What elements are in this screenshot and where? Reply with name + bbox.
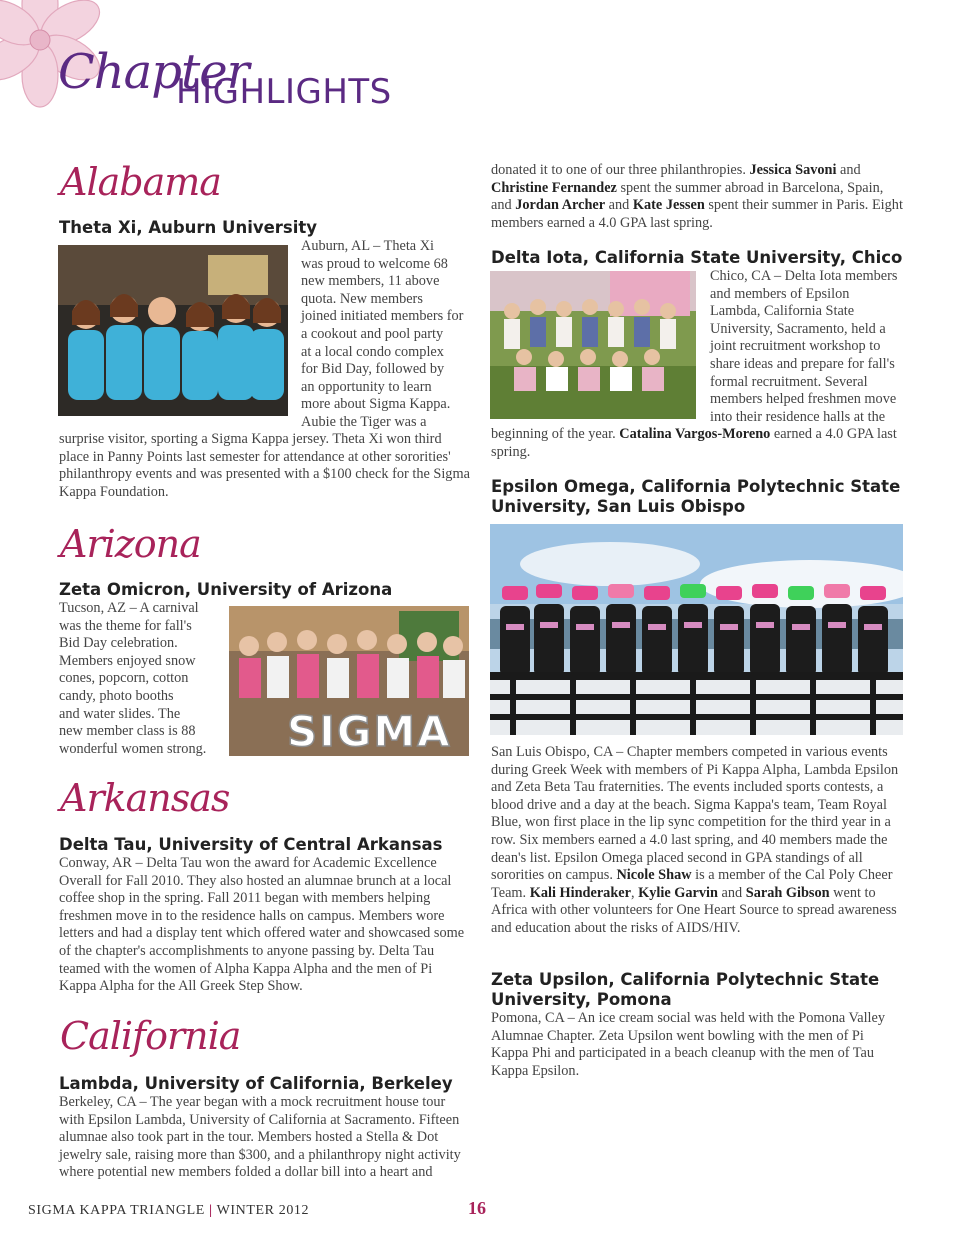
lambda-paragraph: Berkeley, CA – The year began with a mock recruitment house tour with Epsilon Lambda, University of California at Sacramento. Fifteen alumnae also took part in the tour. Members hosted a Stella & Dot jewelry sale, raising more than $300, and a philanthropy night activity where potential new members folded a dollar bill into a heart and (59, 1094, 461, 1181)
chapter-heading-zeta-upsilon: Zeta Upsilon, California Polytechnic State University, Pomona (491, 970, 880, 1009)
text-line: joint recruitment workshop to (710, 338, 881, 355)
page-number: 16 (468, 1198, 486, 1218)
text-line: and members of Epsilon (710, 285, 850, 302)
text-line: more about Sigma Kappa. (301, 396, 451, 413)
member-name: Jordan Archer (515, 197, 606, 214)
epsilon-omega-paragraph (491, 744, 906, 938)
text-line: Bid Day celebration. (59, 635, 178, 652)
state-heading-california: California (60, 1014, 241, 1058)
text-span: went to Africa with other volunteers for One Heart Source to spread awareness and education about the risks of AIDS/HIV. (491, 884, 897, 936)
text-line: an opportunity to learn (301, 378, 432, 395)
text-span: and (836, 162, 861, 178)
text-line: joined initiated members for (301, 308, 464, 325)
zeta-upsilon-paragraph: Pomona, CA – An ice cream social was held with the Pomona Valley Alumnae Chapter. Zeta Upsilon went bowling with the men of Pi Kappa Phi and participated in a beach cleanup with the men of Tau Kappa Epsilon. (491, 1010, 886, 1079)
page-title-script: Chapter (58, 44, 249, 100)
footer-title: SIGMA KAPPA TRIANGLE (28, 1203, 205, 1218)
member-name: Christine Fernandez (491, 179, 617, 196)
text-line: for Bid Day, followed by (301, 361, 445, 378)
member-name: Catalina Vargos-Moreno (619, 426, 771, 442)
text-line: members helped freshmen move (710, 391, 897, 408)
sigma-sign-text: SIGMA (287, 707, 452, 756)
chapter-heading-delta-iota: Delta Iota, California State University, Chico (491, 248, 903, 267)
page-title-caps: HIGHLIGHTS (176, 72, 392, 112)
theta-xi-group-photo (58, 245, 288, 416)
text-span: spent the summer abroad in Barcelona, Spain, and (491, 179, 884, 214)
member-name: Sarah Gibson (745, 884, 830, 901)
text-line: into their residence halls at the (710, 408, 886, 425)
delta-iota-wrap-text (710, 268, 910, 426)
chapter-heading-zeta-omicron: Zeta Omicron, University of Arizona (59, 580, 393, 599)
text-line: candy, photo booths (59, 687, 174, 704)
text-span: spent their summer in Paris. Eight members earned a 4.0 GPA last spring. (491, 197, 903, 231)
text-span: , (630, 884, 639, 901)
chapter-heading-lambda: Lambda, University of California, Berkeley (59, 1074, 453, 1093)
text-span: is a member of the Cal Poly Cheer Team. (491, 867, 893, 901)
chapter-heading-theta-xi: Theta Xi, Auburn University (59, 218, 318, 237)
member-name: Nicole Shaw (616, 867, 692, 884)
lambda-continued-paragraph (491, 162, 906, 232)
text-span: donated it to one of our three philanthropies. (491, 162, 750, 178)
text-line: Auburn, AL – Theta Xi (301, 238, 435, 254)
zeta-omicron-text (59, 600, 224, 758)
text-line: quota. New members (301, 290, 423, 307)
text-line: share ideas and prepare for fall's (710, 355, 895, 372)
footer-issue: WINTER 2012 (216, 1203, 310, 1218)
text-line: was proud to welcome 68 (301, 255, 448, 272)
text-line: Lambda, California State (710, 303, 855, 320)
text-line: new member class is 88 (59, 723, 196, 740)
text-line: new members, 11 above (301, 273, 440, 290)
text-line: University, Sacramento, held a (710, 320, 886, 337)
theta-xi-paragraph: surprise visitor, sporting a Sigma Kappa jersey. Theta Xi won third place in Panny Points last semester for attendance at other sororities' philanthropy events and was presented with a $100 check for the Sigma Kappa Foundation. (59, 431, 470, 500)
text-line: a cookout and pool party (301, 325, 444, 342)
epsilon-omega-group-photo (490, 524, 903, 735)
text-span: and (717, 884, 746, 901)
state-heading-arizona: Arizona (60, 522, 201, 566)
text-line: Tucson, AZ – A carnival (59, 600, 199, 616)
text-span: earned a 4.0 GPA last spring. (491, 426, 897, 460)
member-name: Kate Jessen (632, 197, 705, 214)
delta-tau-paragraph: Conway, AR – Delta Tau won the award for Academic Excellence Overall for Fall 2010. They also hosted an alumnae brunch at a local coffee shop in the spring. Fall 2011 began with members helping freshmen move in to the residence halls on campus. Members wore letters and had a display tent which offered water and showcased some of the chapter's accomplishments to anyone passing by. Delta Tau teamed with the women of Alpha Kappa Alpha and the men of Pi Kappa Alpha for the All Greek Step Show. (59, 855, 465, 995)
state-heading-arkansas: Arkansas (60, 776, 230, 820)
text-line: formal recruitment. Several (710, 373, 868, 390)
delta-iota-paragraph (491, 426, 906, 461)
chapter-heading-delta-tau: Delta Tau, University of Central Arkansas (59, 835, 443, 854)
text-line: Chico, CA – Delta Iota members (710, 268, 898, 284)
text-span: San Luis Obispo, CA – Chapter members competed in various events during Greek Week with members of Pi Kappa Alpha, Lambda Epsilon and Zeta Beta Tau fraternities. The events included sports contests, a blood drive and a day at the beach. Sigma Kappa's team, Team Royal Blue, won first place in the lip sync competition for the third year in a row. Six members earned a 4.0 last spring, and 40 members made the dean's list. Epsilon Omega placed second in GPA standings of all sororities on campus. (491, 744, 899, 884)
text-line: Members enjoyed snow (59, 652, 196, 669)
text-line: wonderful women strong. (59, 740, 207, 757)
text-line: was the theme for fall's (59, 617, 192, 634)
text-line: cones, popcorn, cotton (59, 670, 189, 687)
text-span: and (605, 197, 633, 214)
zeta-omicron-group-photo (229, 606, 469, 756)
theta-xi-wrap-text (301, 238, 481, 432)
text-line: Aubie the Tiger was a (301, 413, 427, 430)
footer-publication (28, 1203, 309, 1219)
text-line: at a local condo complex (301, 343, 444, 360)
delta-iota-group-photo (490, 271, 696, 419)
text-span: beginning of the year. (491, 426, 620, 442)
member-name: Kali Hinderaker (529, 884, 631, 901)
footer-separator: | (209, 1203, 213, 1218)
text-line: and water slides. The (59, 705, 181, 722)
member-name: Jessica Savoni (749, 162, 837, 178)
member-name: Kylie Garvin (638, 884, 718, 901)
state-heading-alabama: Alabama (60, 160, 221, 204)
chapter-heading-epsilon-omega: Epsilon Omega, California Polytechnic State University, San Luis Obispo (491, 477, 901, 516)
